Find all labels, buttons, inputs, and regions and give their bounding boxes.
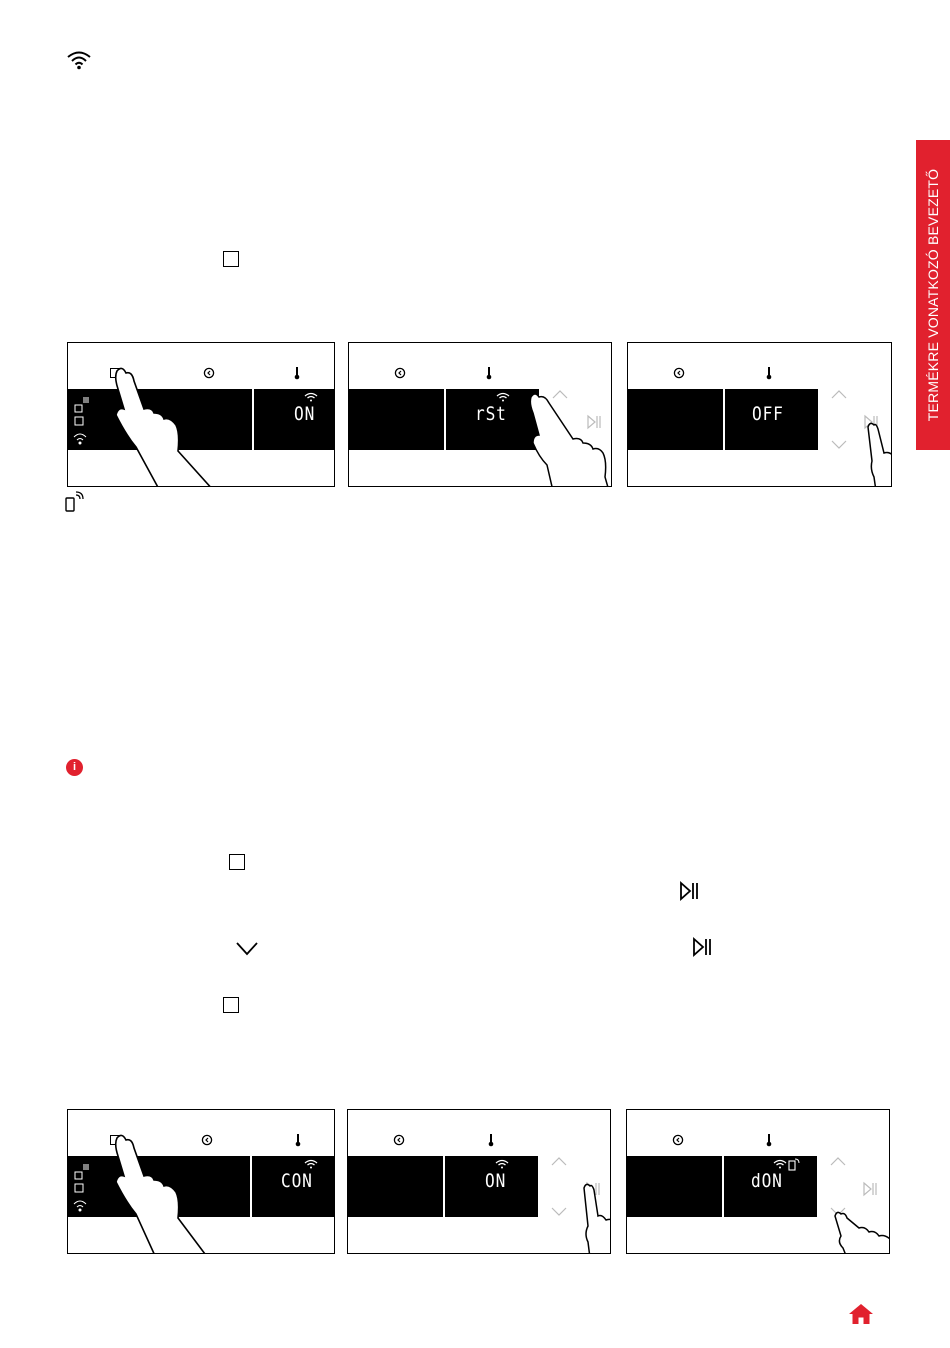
chevron-down-icon <box>236 942 258 956</box>
hand-pointer-icon <box>582 1182 611 1254</box>
wifi-icon <box>495 1159 509 1169</box>
wifi-icon <box>66 50 92 70</box>
wifi-phone-icon <box>773 1157 801 1171</box>
control-panel-on <box>67 342 335 487</box>
control-panel-don <box>626 1109 890 1254</box>
status-icons <box>72 1160 90 1216</box>
timer-icon <box>673 367 685 379</box>
hand-pointer-icon <box>529 391 609 487</box>
info-icon: i <box>66 759 83 776</box>
display-value: ON <box>294 403 316 425</box>
chevron-down-icon[interactable] <box>551 1207 567 1217</box>
side-section-tab <box>916 140 950 450</box>
display-value: dON <box>751 1170 783 1192</box>
wifi-icon <box>496 392 510 402</box>
temperature-icon <box>485 366 493 380</box>
play-pause-icon <box>693 938 713 956</box>
hand-pointer-icon <box>866 421 892 487</box>
hand-pointer-icon <box>108 363 248 487</box>
phone-remote-icon <box>65 491 85 513</box>
hand-pointer-icon <box>108 1130 248 1254</box>
play-pause-icon <box>680 882 700 900</box>
timer-icon <box>393 1134 405 1146</box>
display-value: CON <box>281 1170 313 1192</box>
temperature-icon <box>765 366 773 380</box>
control-panel-off <box>627 342 892 487</box>
stop-square-icon <box>223 251 239 267</box>
timer-icon <box>394 367 406 379</box>
display-value: ON <box>485 1170 507 1192</box>
timer-icon <box>672 1134 684 1146</box>
home-icon[interactable] <box>848 1303 874 1325</box>
temperature-icon <box>487 1133 495 1147</box>
wifi-icon <box>304 392 318 402</box>
status-icons <box>72 393 90 449</box>
side-section-tab-label: TERMÉKRE VONATKOZÓ BEVEZETŐ <box>925 168 941 422</box>
display-value: OFF <box>752 403 784 425</box>
display-value: rSt <box>475 403 507 425</box>
control-panel-on-2 <box>347 1109 611 1254</box>
chevron-down-icon[interactable] <box>831 440 847 450</box>
stop-square-icon <box>223 997 239 1013</box>
temperature-icon <box>765 1133 773 1147</box>
temperature-icon <box>294 1133 302 1147</box>
control-panel-reset <box>348 342 612 487</box>
chevron-up-icon[interactable] <box>551 1156 567 1166</box>
chevron-up-icon[interactable] <box>831 389 847 399</box>
stop-square-icon <box>229 854 245 870</box>
temperature-icon <box>293 366 301 380</box>
control-panel-connect <box>67 1109 335 1254</box>
play-pause-icon[interactable] <box>863 1182 877 1196</box>
hand-pointer-icon <box>833 1210 890 1254</box>
chevron-up-icon[interactable] <box>830 1156 846 1166</box>
wifi-icon <box>304 1159 318 1169</box>
